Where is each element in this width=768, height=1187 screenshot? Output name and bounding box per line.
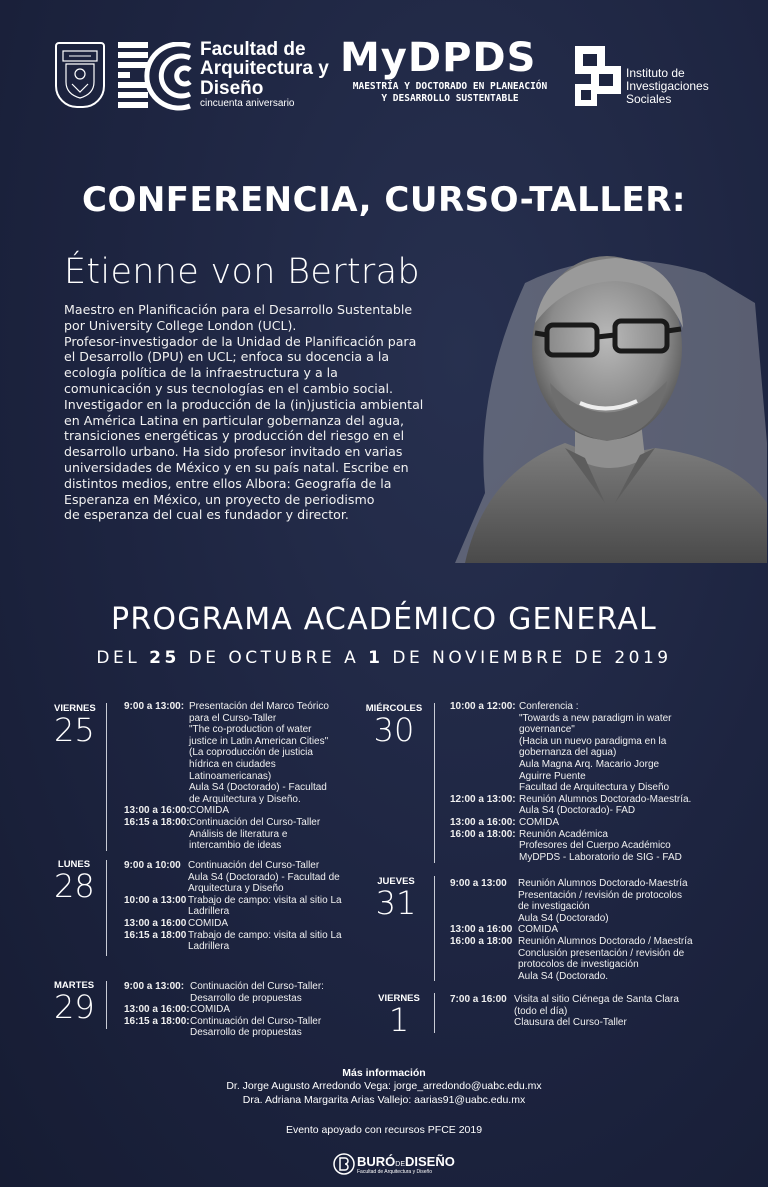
schedule-time: 10:00 a 12:00: — [450, 701, 516, 712]
schedule-description — [188, 895, 356, 918]
iis-logo-mark — [575, 46, 621, 108]
day-number: 30 — [373, 711, 415, 749]
fad-line1: Facultad de — [200, 39, 306, 60]
schedule-description-line: Desarrollo de propuestas — [190, 1027, 302, 1039]
schedule-time: 13:00 a 16:00 — [124, 917, 187, 929]
day-number: 28 — [54, 867, 95, 905]
schedule-description-line: Continuación del Curso-Taller — [188, 860, 320, 871]
more-info-heading: Más información — [342, 1067, 426, 1079]
schedule-row — [450, 794, 750, 817]
bio-line: distintos medios, entre ellos Albora: Geografía de la — [64, 475, 392, 491]
bio-line: Esperanza en México, un proyecto de periodismo — [64, 491, 375, 507]
schedule-time: 13:00 a 16:00: — [124, 805, 190, 817]
schedule-viernes-1 — [450, 994, 750, 1029]
bio-line: transiciones energéticas y producción del riesgo en el — [64, 428, 405, 444]
schedule-description-line: Facultad de Arquitectura y Diseño — [519, 782, 670, 794]
schedule-description-line: Clausura del Curso-Taller — [514, 1017, 627, 1029]
schedule-row — [450, 878, 750, 924]
schedule-row — [124, 1004, 356, 1016]
schedule-row — [124, 860, 356, 895]
schedule-description — [190, 981, 356, 1004]
schedule-description — [519, 829, 750, 864]
schedule-description-line: intercambio de ideas — [189, 840, 282, 852]
day-martes-29 — [54, 980, 95, 1026]
schedule-description-line: COMIDA — [189, 805, 229, 817]
contact-arias: Dra. Adriana Margarita Arias Vallejo: aarias91@uabc.edu.mx — [242, 1094, 526, 1106]
schedule-description-line: hídrica en ciudades — [189, 758, 276, 770]
speaker-photo — [455, 243, 767, 563]
dates-part-c: DE OCTUBRE A — [179, 648, 369, 668]
day-label: MIÉRCOLES — [365, 703, 423, 714]
schedule-time: 7:00 a 16:00 — [450, 994, 507, 1005]
schedule-description-line: Ladrillera — [188, 941, 230, 953]
day-label: MARTES — [54, 980, 95, 991]
day-miercoles-30 — [362, 703, 426, 749]
day-viernes-25 — [54, 703, 96, 749]
iis-line1: Instituto de — [626, 66, 685, 80]
bio-line: de esperanza del cual es fundador y director. — [64, 507, 349, 523]
schedule-description-line: Arquitectura y Diseño — [188, 883, 284, 895]
bio-line: ecología política de la infraestructura y a la — [64, 365, 338, 381]
schedule-martes-29 — [124, 981, 356, 1039]
schedule-description — [188, 930, 356, 953]
day-lunes-28 — [54, 859, 95, 905]
schedule-description-line: Presentación / revisión de protocolos — [518, 889, 682, 901]
schedule-time: 9:00 a 10:00 — [124, 860, 181, 871]
iis-line3: Sociales — [626, 91, 672, 106]
schedule-description-line: Aula S4 (Doctorado)- FAD — [519, 805, 636, 817]
bio-line: Maestro en Planificación para el Desarrollo Sustentable — [64, 302, 413, 317]
schedule-description-line: de Arquitectura y Diseño. — [189, 793, 301, 805]
schedule-description-line: COMIDA — [518, 924, 558, 936]
schedule-description-line: Trabajo de campo: visita al sitio La — [188, 894, 342, 906]
schedule-description-line: COMIDA — [519, 816, 559, 828]
fad-line4: cincuenta aniversario — [200, 98, 295, 110]
schedule-description-line: (Hacia un nuevo paradigma en la — [519, 735, 667, 747]
day-number: 31 — [375, 884, 417, 922]
schedule-description-line: Visita al sitio Ciénega de Santa Clara — [514, 994, 679, 1005]
schedule-description-line: Reunión Alumnos Doctorado-Maestría — [518, 878, 688, 889]
schedule-time: 9:00 a 13:00 — [450, 878, 507, 889]
mydpds-name: MyDPDS — [340, 35, 537, 81]
buro-de: DE — [395, 1161, 406, 1168]
bio-line: en América Latina en particular gobernanza del agua, — [64, 412, 404, 428]
divider-line — [106, 860, 107, 956]
schedule-description-line: Aula S4 (Doctorado. — [518, 970, 609, 982]
schedule-miercoles-30 — [450, 701, 750, 863]
schedule-description-line: de investigación — [518, 901, 590, 913]
schedule-row — [450, 936, 750, 982]
schedule-description — [188, 860, 356, 895]
schedule-lunes-28 — [124, 860, 356, 953]
schedule-description-line: Reunión Alumnos Doctorado-Maestría. — [519, 793, 692, 805]
day-label: VIERNES — [54, 703, 96, 714]
schedule-time: 16:00 a 18:00 — [450, 935, 513, 947]
schedule-description-line: Continuación del Curso-Taller — [189, 816, 321, 828]
buro-word: BURÓ — [357, 1154, 396, 1169]
mydpds-sub2: Y DESARROLLO SUSTENTABLE — [381, 93, 519, 105]
schedule-description-line: Profesores del Cuerpo Académico — [519, 840, 671, 852]
schedule-row — [450, 701, 750, 794]
schedule-viernes-25 — [124, 701, 356, 852]
schedule-description — [189, 817, 356, 852]
fad-50-logo-mark — [118, 42, 194, 112]
schedule-time: 16:15 a 18:00: — [124, 816, 190, 828]
schedule-row — [124, 930, 356, 953]
main-title: CONFERENCIA, CURSO-TALLER: — [82, 180, 686, 220]
schedule-description-line: MyDPDS - Laboratorio de SIG - FAD — [519, 851, 682, 863]
day-number: 1 — [388, 1001, 410, 1039]
bio-line: Profesor-investigador de la Unidad de Planificación para — [64, 333, 417, 349]
speaker-bio — [64, 302, 510, 523]
schedule-row — [124, 701, 356, 805]
fad-line3: Diseño — [200, 77, 264, 99]
divider-line — [434, 993, 435, 1033]
schedule-description-line: para el Curso-Taller — [189, 712, 277, 724]
schedule-description — [189, 805, 356, 817]
divider-line — [106, 981, 107, 1029]
support-note: Evento apoyado con recursos PFCE 2019 — [285, 1124, 483, 1136]
schedule-time: 16:15 a 18:00: — [124, 1015, 190, 1027]
schedule-description — [518, 924, 750, 936]
bio-line: el Desarrollo (DPU) en UCL; enfoca su docencia a la — [64, 349, 390, 365]
bio-line: universidades de México y en su país natal. Escribe en — [64, 459, 409, 475]
schedule-row — [450, 829, 750, 864]
schedule-description-line: justice in Latin American Cities" — [189, 735, 329, 747]
schedule-description — [518, 936, 750, 982]
schedule-time: 16:00 a 18:00: — [450, 828, 516, 840]
schedule-description — [518, 878, 750, 924]
schedule-row — [124, 981, 356, 1004]
schedule-row — [450, 924, 750, 936]
schedule-jueves-31 — [450, 878, 750, 982]
uabc-seal-logo — [55, 42, 105, 108]
schedule-description-line: Conclusión presentación / revisión de — [518, 947, 685, 959]
dates-end-day: 1 — [368, 648, 384, 668]
schedule-description-line: Trabajo de campo: visita al sitio La — [188, 929, 342, 941]
schedule-description-line: Ladrillera — [188, 906, 230, 918]
schedule-description-line: COMIDA — [188, 917, 228, 929]
day-label: JUEVES — [377, 876, 415, 887]
schedule-description — [514, 994, 750, 1029]
day-number: 25 — [54, 711, 95, 749]
dates-part-a: DEL — [96, 648, 150, 668]
schedule-row — [124, 805, 356, 817]
speaker-name: Étienne von Bertrab — [64, 252, 420, 292]
day-label: LUNES — [57, 859, 91, 870]
schedule-description-line: Aula S4 (Doctorado) — [518, 912, 609, 924]
schedule-description-line: Aula Magna Arq. Macario Jorge — [519, 758, 660, 770]
day-number: 29 — [54, 988, 95, 1026]
schedule-description-line: Latinoamericanas) — [189, 770, 272, 782]
schedule-time: 13:00 a 16:00: — [124, 1004, 190, 1016]
schedule-row — [450, 817, 750, 829]
schedule-description — [519, 701, 750, 794]
program-dates — [0, 648, 768, 668]
fad-logo-text — [200, 40, 329, 109]
schedule-description-line: "The co-production of water — [189, 724, 312, 736]
schedule-description-line: COMIDA — [190, 1004, 230, 1016]
schedule-time: 12:00 a 13:00: — [450, 793, 516, 805]
schedule-description — [519, 817, 750, 829]
buro-diseno: DISEÑO — [405, 1154, 455, 1169]
program-title: PROGRAMA ACADÉMICO GENERAL — [111, 602, 657, 637]
schedule-description-line: governance" — [519, 724, 575, 736]
divider-line — [434, 876, 435, 981]
schedule-description — [188, 918, 356, 930]
schedule-description-line: protocolos de investigación — [518, 959, 639, 971]
seal-emblem-icon — [60, 48, 100, 102]
schedule-time: 16:15 a 18:00 — [124, 929, 187, 941]
buro-b-icon — [333, 1153, 355, 1175]
day-jueves-31 — [374, 876, 418, 922]
schedule-description-line: Aguirre Puente — [519, 770, 586, 782]
dates-part-e: DE NOVIEMBRE DE 2019 — [383, 648, 672, 668]
mydpds-logo — [340, 35, 560, 106]
iis-line2: Investigaciones — [626, 78, 709, 93]
schedule-description-line: Continuación del Curso-Taller: — [190, 981, 324, 992]
divider-line — [106, 703, 107, 851]
schedule-time: 13:00 a 16:00: — [450, 816, 516, 828]
schedule-description — [189, 701, 356, 805]
contact-arredondo: Dr. Jorge Augusto Arredondo Vega: jorge_arredondo@uabc.edu.mx — [226, 1080, 542, 1092]
bio-line: Investigador en la producción de la (in)justicia ambiental — [64, 396, 424, 412]
bio-line: comunicación y sus tecnologías en el cambio social. — [64, 380, 393, 396]
divider-line — [434, 703, 435, 863]
schedule-description-line: Conferencia : — [519, 701, 579, 712]
schedule-description-line: Continuación del Curso-Taller — [190, 1015, 322, 1027]
schedule-description-line: Presentación del Marco Teórico — [189, 701, 329, 712]
schedule-time: 9:00 a 13:00: — [124, 981, 185, 992]
schedule-time: 9:00 a 13:00: — [124, 701, 185, 712]
bio-line: por University College London (UCL). — [64, 317, 297, 333]
schedule-description — [190, 1004, 356, 1016]
schedule-description-line: Aula S4 (Doctorado) - Facultad de — [188, 871, 340, 883]
schedule-description-line: Análisis de literatura e — [189, 828, 288, 840]
dates-start-day: 25 — [149, 648, 180, 668]
bio-line: desarrollo urbano. Ha sido profesor invitado en varias — [64, 444, 403, 460]
day-viernes-1 — [374, 993, 424, 1039]
schedule-time: 10:00 a 13:00 — [124, 894, 187, 906]
schedule-description-line: Aula S4 (Doctorado) - Facultad — [189, 782, 327, 794]
schedule-description-line: Reunión Académica — [519, 828, 608, 840]
schedule-description — [190, 1016, 356, 1039]
schedule-row — [124, 918, 356, 930]
schedule-time: 13:00 a 16:00 — [450, 924, 513, 936]
schedule-description-line: (La coproducción de justicia — [189, 747, 313, 759]
schedule-description-line: "Towards a new paradigm in water — [519, 712, 672, 724]
fad-line2: Arquitectura y — [200, 58, 329, 80]
schedule-description — [519, 794, 750, 817]
schedule-row — [450, 994, 750, 1029]
buro-subtitle: Facultad de Arquitectura y Diseño — [357, 1169, 433, 1175]
schedule-description-line: Reunión Alumnos Doctorado / Maestría — [518, 935, 693, 947]
mydpds-sub1: MAESTRÍA Y DOCTORADO EN PLANEACIÓN — [352, 81, 548, 92]
schedule-description-line: gobernanza del agua) — [519, 747, 617, 759]
schedule-description-line: (todo el día) — [514, 1005, 568, 1017]
iis-logo-text — [626, 67, 709, 106]
buro-de-diseno-logo — [333, 1151, 455, 1179]
day-label: VIERNES — [378, 993, 420, 1004]
schedule-row — [124, 1016, 356, 1039]
schedule-description-line: Desarrollo de propuestas — [190, 992, 302, 1004]
schedule-row — [124, 817, 356, 852]
schedule-row — [124, 895, 356, 918]
